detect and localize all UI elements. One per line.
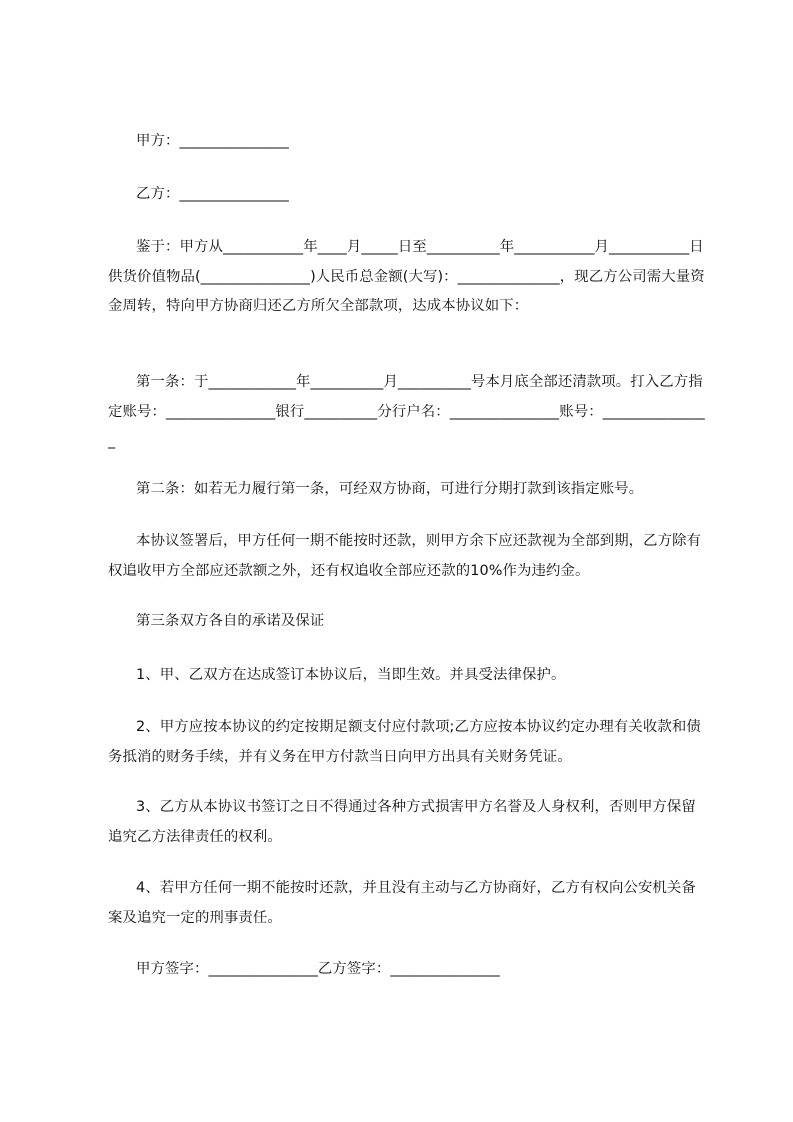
default-clause-paragraph: 本协议签署后，甲方任何一期不能按时还款，则甲方余下应还款视为全部到期，乙方除有权追收甲方全部应还款额之外，还有权追收全部应还款的10%作为违约金。: [108, 533, 702, 579]
party-b-line: 乙方：_______________: [136, 186, 289, 202]
clause-3-paragraph: 3、乙方从本协议书签订之日不得通过各种方式损害甲方名誉及人身权利，否则甲方保留追究乙方法律责任的权利。: [108, 799, 696, 845]
party-a-line: 甲方：_______________: [136, 133, 289, 149]
clause-2-paragraph: 2、甲方应按本协议的约定按期足额支付应付款项;乙方应按本协议约定办理有关收款和债务抵消的财务手续，并有义务在甲方付款当日向甲方出具有关财务凭证。: [108, 719, 701, 765]
recital-paragraph: 鉴于：甲方从___________年____月_____日至__________年___________月___________日供货价值物品(_______________)人民币总金额(大写)：______________，现乙方公司需大量资金周转，特向甲方协商归还乙方所欠全部款项，达成本协议如下：: [108, 239, 705, 314]
article-3-title: 第三条双方各自的承诺及保证: [136, 613, 325, 629]
clause-4-paragraph: 4、若甲方任何一期不能按时还款，并且没有主动与乙方协商好，乙方有权向公安机关备案及追究一定的刑事责任。: [108, 880, 696, 926]
article-2-paragraph: 第二条：如若无力履行第一条，可经双方协商，可进行分期打款到该指定账号。: [136, 481, 644, 497]
signature-line: 甲方签字：_______________乙方签字：_______________: [136, 961, 500, 977]
clause-1-paragraph: 1、甲、乙双方在达成签订本协议后，当即生效。并具受法律保护。: [136, 667, 566, 683]
article-1-paragraph: 第一条：于____________年__________月__________号本月底全部还清款项。打入乙方指定账号：_______________银行__________分行户名：_______________账号：_______________: [108, 374, 705, 449]
